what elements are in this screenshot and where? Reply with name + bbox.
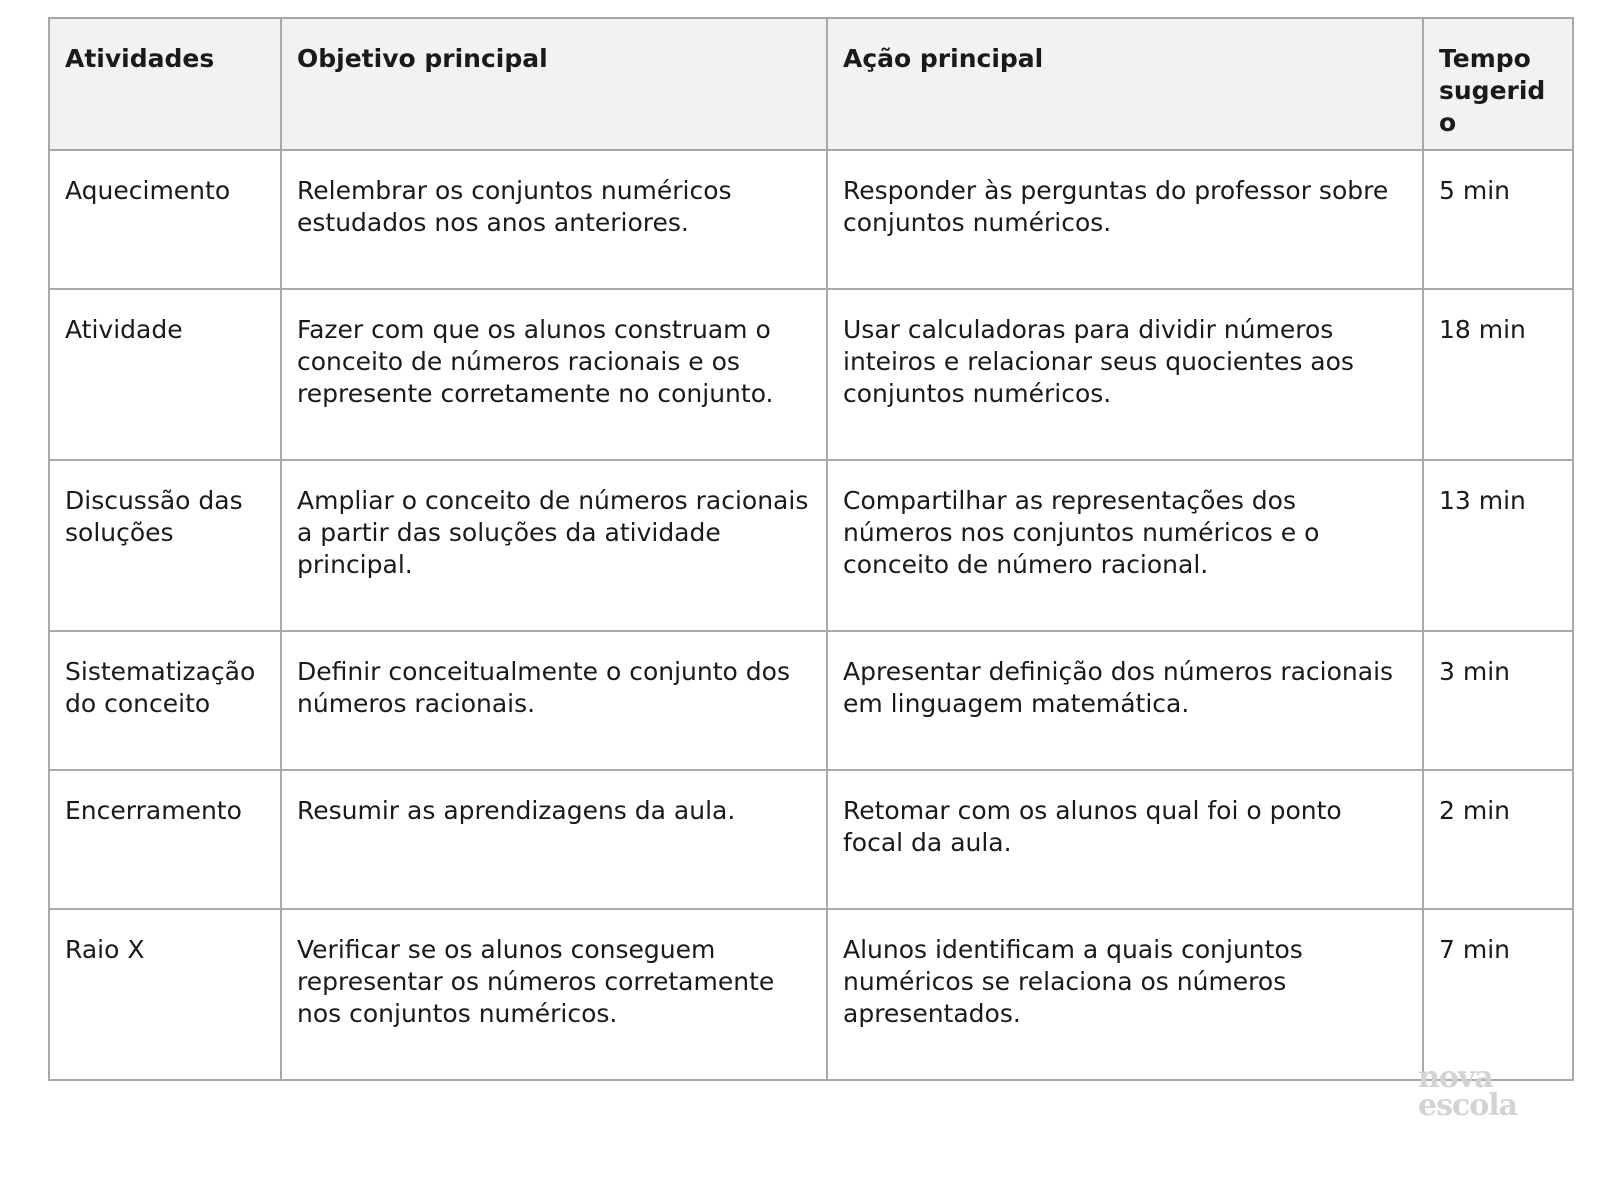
cell-objetivo: Relembrar os conjuntos numéricos estudados nos anos anteriores. xyxy=(281,150,827,289)
cell-atividade: Aquecimento xyxy=(49,150,281,289)
header-atividades: Atividades xyxy=(49,18,281,150)
cell-acao: Alunos identificam a quais conjuntos numéricos se relaciona os números apresentados. xyxy=(827,909,1423,1080)
cell-tempo: 5 min xyxy=(1423,150,1573,289)
cell-atividade: Encerramento xyxy=(49,770,281,909)
table-row xyxy=(49,909,1573,1080)
cell-objetivo: Ampliar o conceito de números racionais a partir das soluções da atividade principal. xyxy=(281,460,827,631)
logo-line-escola: escola xyxy=(1418,1088,1518,1123)
cell-atividade: Atividade xyxy=(49,289,281,460)
cell-tempo: 3 min xyxy=(1423,631,1573,770)
header-objetivo-principal: Objetivo principal xyxy=(281,18,827,150)
cell-tempo: 13 min xyxy=(1423,460,1573,631)
cell-atividade: Discussão das soluções xyxy=(49,460,281,631)
logo-line-nova: nova xyxy=(1418,1060,1493,1095)
table-row xyxy=(49,150,1573,289)
cell-acao: Retomar com os alunos qual foi o ponto focal da aula. xyxy=(827,770,1423,909)
cell-tempo: 7 min xyxy=(1423,909,1573,1080)
cell-acao: Responder às perguntas do professor sobre conjuntos numéricos. xyxy=(827,150,1423,289)
header-acao-principal: Ação principal xyxy=(827,18,1423,150)
table-row xyxy=(49,289,1573,460)
table-header-row xyxy=(49,18,1573,150)
cell-tempo: 2 min xyxy=(1423,770,1573,909)
lesson-plan-table xyxy=(48,17,1574,1081)
cell-atividade: Raio X xyxy=(49,909,281,1080)
table-row xyxy=(49,631,1573,770)
cell-objetivo: Resumir as aprendizagens da aula. xyxy=(281,770,827,909)
table-row xyxy=(49,770,1573,909)
table-row xyxy=(49,460,1573,631)
cell-atividade: Sistematização do conceito xyxy=(49,631,281,770)
cell-acao: Usar calculadoras para dividir números inteiros e relacionar seus quocientes aos conjuntos numéricos. xyxy=(827,289,1423,460)
cell-acao: Apresentar definição dos números racionais em linguagem matemática. xyxy=(827,631,1423,770)
cell-objetivo: Verificar se os alunos conseguem representar os números corretamente nos conjuntos numéricos. xyxy=(281,909,827,1080)
cell-objetivo: Fazer com que os alunos construam o conceito de números racionais e os represente corretamente no conjunto. xyxy=(281,289,827,460)
cell-objetivo: Definir conceitualmente o conjunto dos números racionais. xyxy=(281,631,827,770)
header-tempo-sugerido: Tempo sugerido xyxy=(1423,18,1573,150)
nova-escola-logo xyxy=(1418,1060,1538,1123)
cell-tempo: 18 min xyxy=(1423,289,1573,460)
cell-acao: Compartilhar as representações dos números nos conjuntos numéricos e o conceito de número racional. xyxy=(827,460,1423,631)
